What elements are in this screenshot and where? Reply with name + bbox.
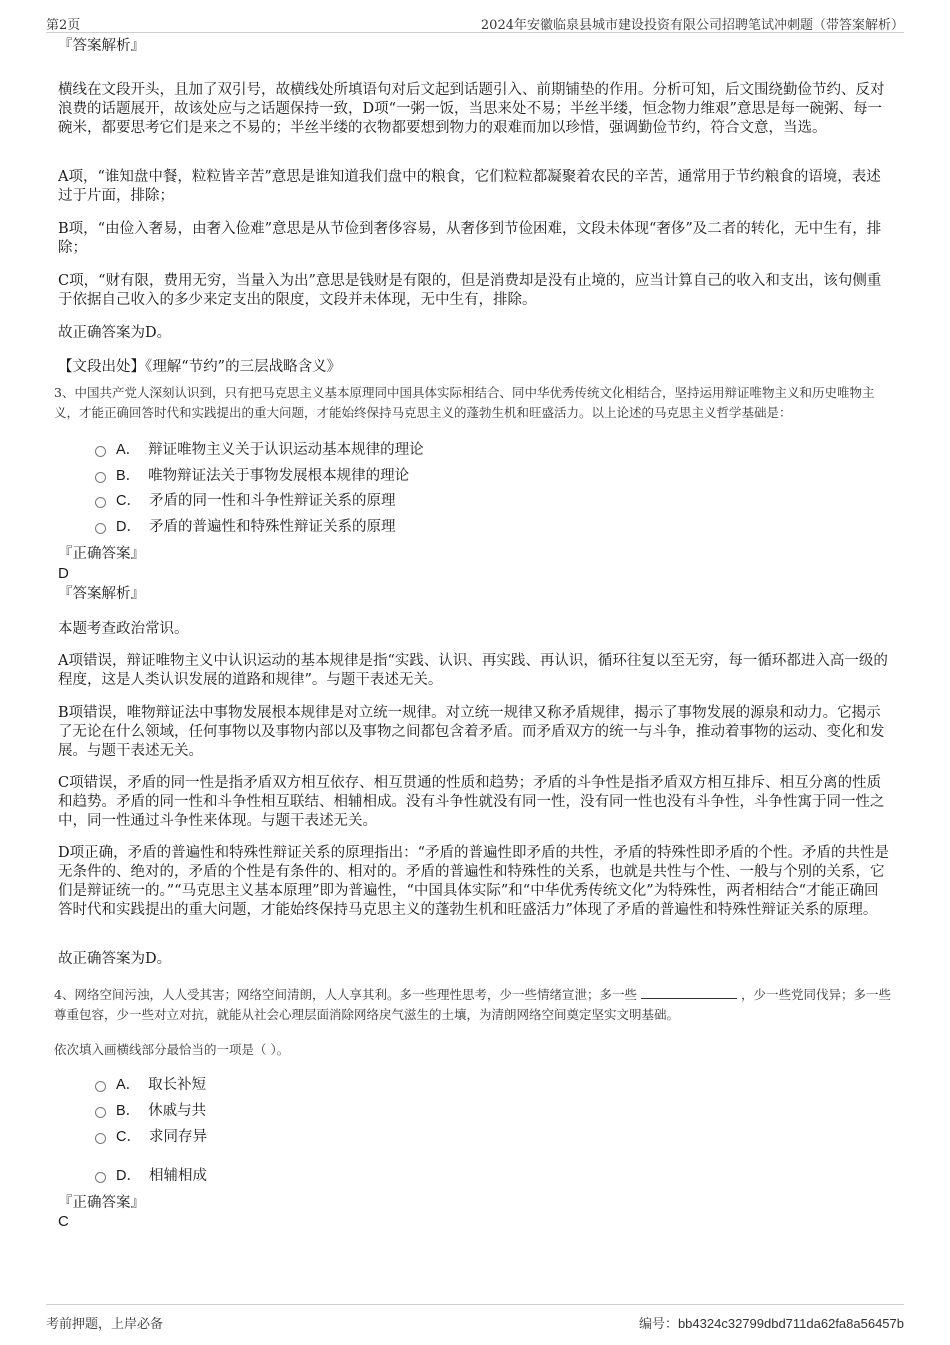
q4-prompt: 依次填入画横线部分最恰当的一项是（ ）。 [54, 1042, 290, 1057]
q4-option-c[interactable]: C． 求同存异 [95, 1128, 207, 1146]
q3-correct-label: 『正确答案』 [58, 546, 145, 562]
q2-conclusion: 故正确答案为D。 [58, 325, 172, 341]
radio-icon[interactable] [95, 446, 106, 457]
q2-analysis-paragraph: B项，“由俭入奢易，由奢入俭难”意思是从节俭到奢侈容易，从奢侈到节俭困难，文段未体现“奢侈”及二者的转化，无中生有，排除； [58, 221, 882, 256]
q3-option-b[interactable]: B． 唯物辩证法关于事物发展根本规律的理论 [95, 467, 409, 485]
radio-icon[interactable] [95, 1133, 106, 1144]
q2-analysis-paragraph: C项，“财有限，费用无穷，当量入为出”意思是钱财是有限的，但是消费却是没有止境的，应当计算自己的收入和支出，该句侧重于依据自己收入的多少来定支出的限度，文段并未体现，无中生有，排除。 [58, 273, 882, 308]
q3-analysis-paragraph: B项错误，唯物辩证法中事物发展根本规律是对立统一规律。对立统一规律又称矛盾规律，揭示了事物发展的源泉和动力。它揭示了无论在什么领域，任何事物以及事物内部以及事物之间都包含着矛盾。而矛盾双方的统一与斗争，推动着事物的运动、变化和发展。与题干表述无关。 [58, 705, 885, 759]
q3-stem: 3、中国共产党人深刻认识到，只有把马克思主义基本原理同中国具体实际相结合、同中华优秀传统文化相结合，坚持运用辩证唯物主义和历史唯物主义，才能正确回答时代和实践提出的重大问题，才能始终保持马克思主义的蓬勃生机和旺盛活力。以上论述的马克思主义哲学基础是： [54, 385, 875, 420]
q3-analysis-paragraph: D项正确，矛盾的普遍性和特殊性辩证关系的原理指出：“矛盾的普遍性即矛盾的共性，矛盾的特殊性即矛盾的个性。矛盾的共性是无条件的、绝对的，矛盾的个性是有条件的、相对的。矛盾的普遍性和特殊性的关系，也就是共性与个性、一般与个别的关系，它们是辩证统一的。”“马克思主义基本原理”即为普遍性，“中国具体实际”和“中华优秀传统文化”为特殊性，两者相结合“才能正确回答时代和实践提出的重大问题，才能始终保持马克思主义的蓬勃生机和旺盛活力”体现了矛盾的普遍性和特殊性辩证关系的原理。 [58, 845, 890, 918]
q4-stem: 4、网络空间污浊，人人受其害；网络空间清朗，人人享其利。多一些理性思考，少一些情绪宣泄；多一些 ，少一些党同伐异；多一些尊重包容，少一些对立对抗，就能从社会心理层面消除网络戾气滋生的土壤，为清朗网络空间奠定坚实文明基础。 [54, 987, 891, 1022]
q4-correct-label: 『正确答案』 [58, 1195, 145, 1211]
q2-analysis-paragraph: 横线在文段开头，且加了双引号，故横线处所填语句对后文起到话题引入、前期铺垫的作用。分析可知，后文围绕勤俭节约、反对浪费的话题展开，故该处应与之话题保持一致，D项“一粥一饭，当思来处不易；半丝半缕，恒念物力维艰”意思是每一碗粥、每一碗米，都要思考它们是来之不易的；半丝半缕的衣物都要想到物力的艰难而加以珍惜，强调勤俭节约，符合文意，当选。 [58, 82, 885, 136]
page-footer [46, 1304, 904, 1331]
q4-option-a[interactable]: A． 取长补短 [95, 1076, 206, 1094]
q3-conclusion: 故正确答案为D。 [58, 951, 172, 967]
q3-analysis-paragraph: A项错误，辩证唯物主义中认识运动的基本规律是指“实践、认识、再实践、再认识，循环往复以至无穷，每一循环都进入高一级的程度，这是人类认识发展的道路和规律”。与题干表述无关。 [58, 653, 888, 688]
q3-option-d[interactable]: D． 矛盾的普遍性和特殊性辩证关系的原理 [95, 518, 395, 536]
q2-analysis-paragraph: A项，“谁知盘中餐，粒粒皆辛苦”意思是谁知道我们盘中的粮食，它们粒粒都凝聚着农民的辛苦，通常用于节约粮食的语境，表述过于片面，排除； [58, 169, 881, 204]
q3-analysis-paragraph: 本题考查政治常识。 [58, 621, 189, 637]
q3-option-a[interactable]: A． 辩证唯物主义关于认识运动基本规律的理论 [95, 441, 424, 459]
q4-correct-answer: C [58, 1213, 69, 1230]
radio-icon[interactable] [95, 1107, 106, 1118]
q3-option-c[interactable]: C． 矛盾的同一性和斗争性辩证关系的原理 [95, 492, 395, 510]
document-code: 编号：bb4324c32799dbd711da62fa8a56457b [638, 1316, 904, 1332]
q4-option-b[interactable]: B． 休戚与共 [95, 1102, 206, 1120]
q3-correct-answer: D [58, 565, 69, 582]
q2-source: 【文段出处】《理解“节约”的三层战略含义》 [58, 359, 342, 375]
q2-analysis-label: 『答案解析』 [58, 38, 145, 54]
radio-icon[interactable] [95, 1172, 106, 1183]
footer-slogan: 考前押题，上岸必备 [46, 1317, 164, 1332]
fill-blank-line [641, 986, 737, 999]
radio-icon[interactable] [95, 1081, 106, 1092]
q4-option-d[interactable]: D． 相辅相成 [95, 1167, 207, 1185]
page-number: 第2页 [46, 18, 81, 33]
radio-icon[interactable] [95, 523, 106, 534]
q3-analysis-label: 『答案解析』 [58, 586, 145, 602]
radio-icon[interactable] [95, 472, 106, 483]
q3-analysis-paragraph: C项错误，矛盾的同一性是指矛盾双方相互依存、相互贯通的性质和趋势；矛盾的斗争性是指矛盾双方相互排斥、相互分离的性质和趋势。矛盾的同一性和斗争性相互联结、相辅相成。没有斗争性就没有同一性，没有同一性也没有斗争性，斗争性寓于同一性之中，同一性通过斗争性来体现。与题干表述无关。 [58, 775, 885, 829]
radio-icon[interactable] [95, 497, 106, 508]
page-header [46, 10, 904, 33]
document-title: 2024年安徽临泉县城市建设投资有限公司招聘笔试冲刺题（带答案解析） [480, 18, 904, 33]
